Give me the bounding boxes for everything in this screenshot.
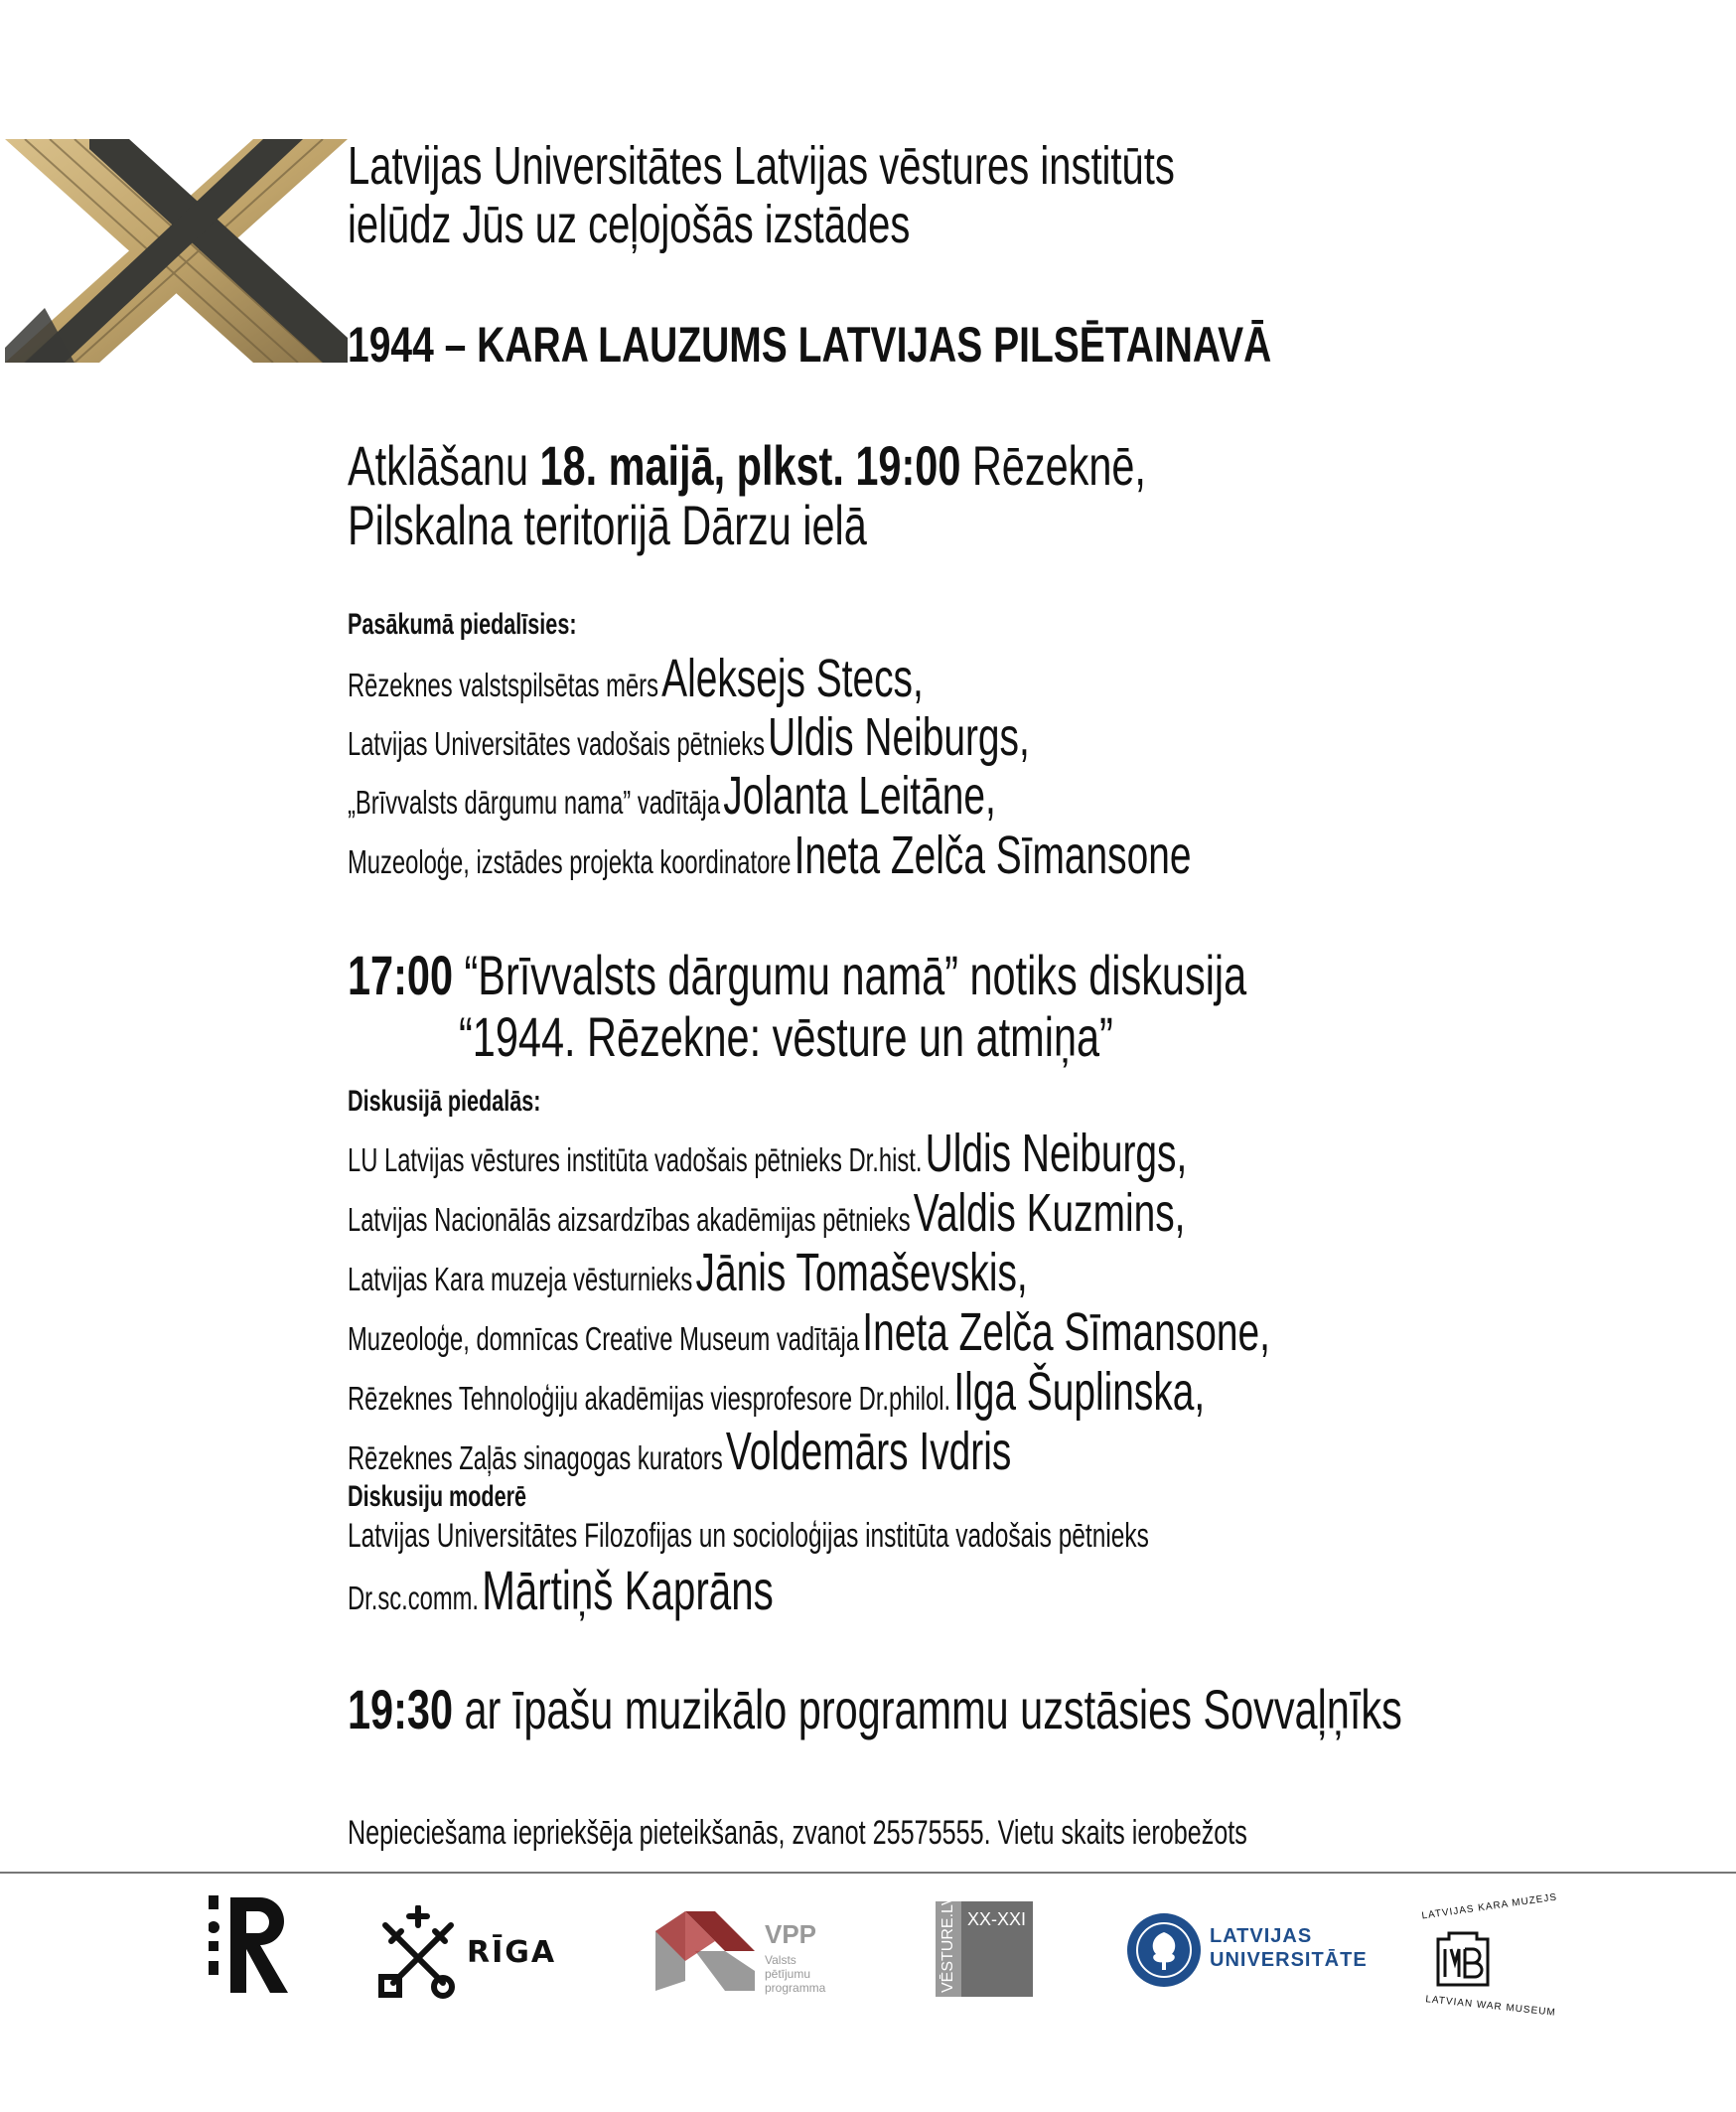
- music-line: [348, 1677, 1736, 1741]
- header-line-2: ielūdz Jūs uz ceļojošās izstādes: [348, 195, 911, 254]
- exhibition-title: 1944 – KARA LAUZUMS LATVIJAS PILSĒTAINAVĀ: [348, 317, 1272, 373]
- opening-city: Rēzeknē,: [960, 434, 1146, 497]
- discussant-name: Voldemārs Ivdris: [725, 1422, 1012, 1481]
- discussion-time: 17:00: [348, 944, 453, 1006]
- discussant-row: [348, 1123, 1187, 1184]
- discussant-role: Rēzeknes Tehnoloģiju akadēmijas viesprofesore Dr.philol.: [348, 1380, 951, 1417]
- discussion-line-1: [348, 943, 1562, 1007]
- opening-line-1: [348, 433, 1426, 498]
- discussant-role: LU Latvijas vēstures institūta vadošais pētnieks Dr.hist.: [348, 1141, 923, 1178]
- riga-logo-text: RĪGA: [467, 1935, 557, 1970]
- moderator-role: Latvijas Universitātes Filozofijas un socioloģijas institūta vadošais pētnieks: [348, 1517, 1149, 1555]
- discussion-topic: “1944. Rēzekne: vēsture un atmiņa”: [459, 1005, 1113, 1068]
- header-line-1: Latvijas Universitātes Latvijas vēstures institūts: [348, 136, 1175, 196]
- registration-note: Nepieciešama iepriekšēja pieteikšanās, zvanot 25575555. Vietu skaits ierobežots: [348, 1814, 1247, 1852]
- participant-row: [348, 648, 924, 709]
- discussant-role: Rēzeknes Zaļās sinagogas kurators: [348, 1439, 723, 1476]
- discussant-row: [348, 1182, 1185, 1244]
- footer-divider: [0, 1872, 1736, 1874]
- moderator-name: Mārtiņš Kaprāns: [482, 1559, 774, 1621]
- lu-logo-line-2: UNIVERSITĀTE: [1210, 1949, 1368, 1971]
- moderator-row: [348, 1558, 774, 1622]
- discussant-row: [348, 1301, 1270, 1363]
- discussant-role: Latvijas Nacionālās aizsardzības akadēmijas pētnieks: [348, 1201, 911, 1238]
- discussion-venue: “Brīvvalsts dārgumu namā” notiks diskusija: [464, 944, 1247, 1006]
- decorative-x-graphic: [5, 139, 348, 363]
- participant-name: Jolanta Leitāne,: [723, 766, 996, 826]
- discussant-row: [348, 1242, 1028, 1303]
- participant-row: [348, 706, 1030, 768]
- discussant-row: [348, 1361, 1205, 1423]
- riga-keys-icon: [373, 1905, 463, 2000]
- participant-role: Latvijas Universitātes vadošais pētnieks: [348, 725, 765, 762]
- music-text: ar īpašu muzikālo programmu uzstāsies Sovvaļņīks: [452, 1678, 1402, 1740]
- discussant-name: Uldis Neiburgs,: [925, 1124, 1188, 1183]
- participant-role: Muzeoloģe, izstādes projekta koordinatore: [348, 843, 792, 880]
- discussant-name: Valdis Kuzmins,: [913, 1183, 1186, 1243]
- participant-name: Uldis Neiburgs,: [768, 707, 1030, 767]
- vpp-logo-text: VPP: [765, 1919, 817, 1949]
- vesture-lv-text: VĒSTURE.LV: [940, 1894, 956, 1993]
- participant-row: [348, 765, 996, 827]
- music-time: 19:30: [348, 1678, 453, 1740]
- discussant-row: [348, 1421, 1011, 1482]
- opening-line-2: Pilskalna teritorijā Dārzu ielā: [348, 494, 867, 556]
- discussant-name: Ineta Zelča Sīmansone,: [862, 1302, 1270, 1362]
- lu-logo-line-1: LATVIJAS: [1210, 1925, 1313, 1947]
- participant-role: „Brīvvalsts dārgumu nama” vadītāja: [348, 784, 721, 821]
- participant-role: Rēzeknes valstspilsētas mērs: [348, 667, 658, 703]
- opening-datetime: 18. maijā, plkst. 19:00: [539, 434, 961, 497]
- latvian-war-museum-logo: [1403, 1891, 1558, 2019]
- discussant-name: Jānis Tomaševskis,: [695, 1243, 1028, 1302]
- participant-row: [348, 825, 1191, 886]
- vesture-lv-logo: [936, 1894, 1033, 1997]
- war-museum-top-text: LATVIJAS KARA MUZEJS: [1420, 1891, 1558, 1922]
- participant-name: Ineta Zelča Sīmansone: [794, 826, 1192, 885]
- rezekne-logo: [209, 1895, 293, 1995]
- vpp-logo-subtitle: Valsts pētījumu programma: [765, 1953, 826, 1995]
- moderator-label: Diskusiju moderē: [348, 1480, 527, 1513]
- xx-xxi-text: XX-XXI: [967, 1909, 1027, 1929]
- participants-label: Pasākumā piedalīsies:: [348, 608, 577, 641]
- war-museum-bottom-text: LATVIAN WAR MUSEUM: [1424, 1994, 1557, 2019]
- discussant-role: Muzeoloģe, domnīcas Creative Museum vadītāja: [348, 1320, 860, 1357]
- discussant-role: Latvijas Kara muzeja vēsturnieks: [348, 1261, 693, 1297]
- vpp-logo-mark: [655, 1911, 760, 1991]
- moderator-prefix: Dr.sc.comm.: [348, 1580, 480, 1616]
- lu-emblem: [1126, 1912, 1202, 1988]
- participant-name: Aleksejs Stecs,: [661, 649, 924, 708]
- discussant-name: Ilga Šuplinska,: [953, 1362, 1206, 1422]
- discussion-label: Diskusijā piedalās:: [348, 1085, 541, 1118]
- opening-prefix: Atklāšanu: [348, 434, 540, 497]
